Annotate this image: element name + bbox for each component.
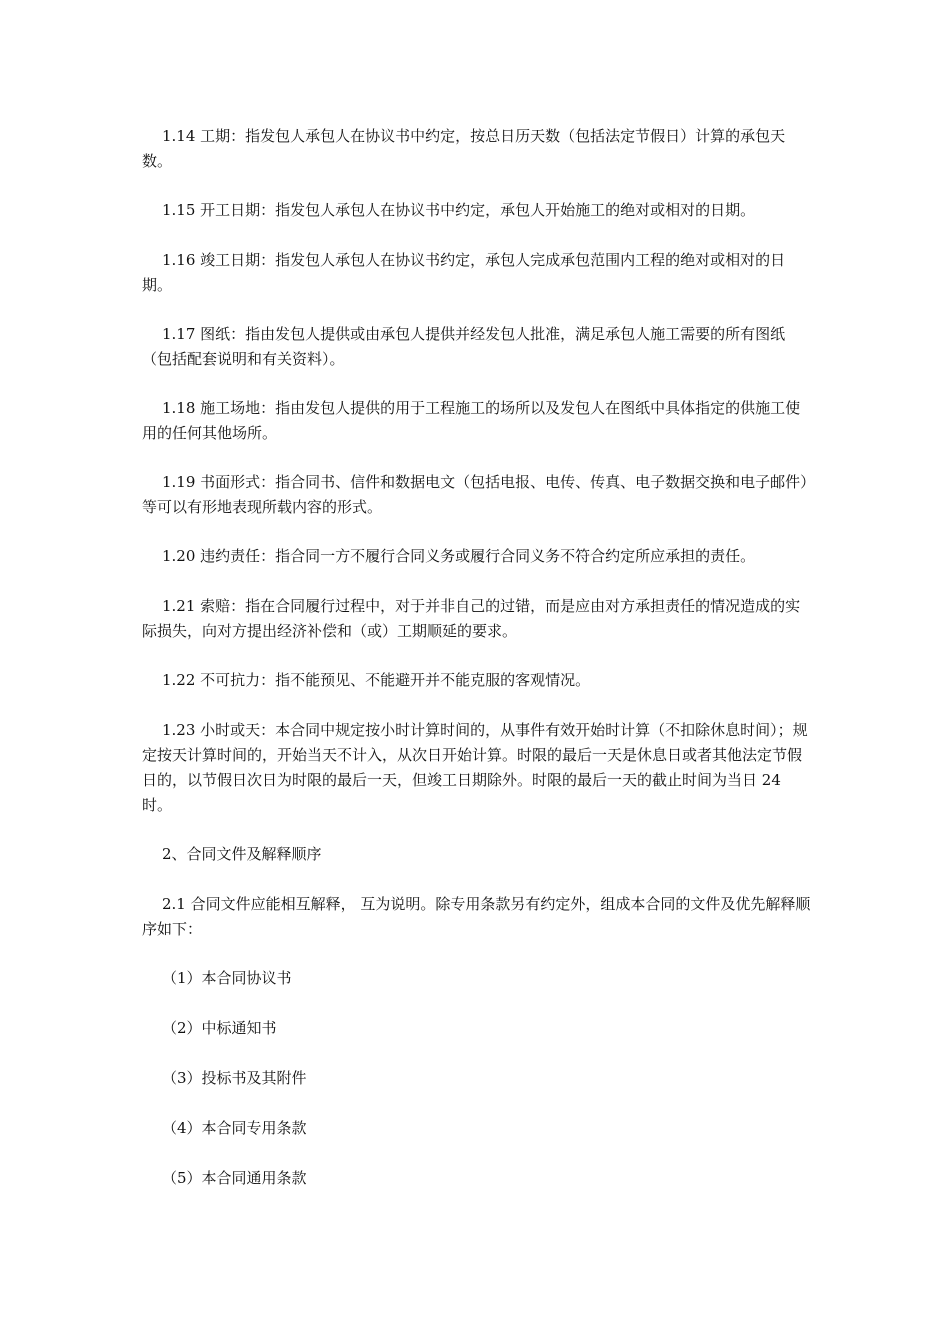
clause-1-14: 1.14 工期：指发包人承包人在协议书中约定，按总日历天数（包括法定节假日）计算的承包天数。 <box>142 127 786 170</box>
list-item-4: （4）本合同专用条款 <box>162 1119 307 1137</box>
list-item-1: （1）本合同协议书 <box>162 969 292 987</box>
document-body <box>142 124 812 1216</box>
clause-1-20: 1.20 违约责任：指合同一方不履行合同义务或履行合同义务不符合约定所应承担的责任。 <box>162 547 756 565</box>
section-2-heading: 2、合同文件及解释顺序 <box>162 845 322 863</box>
clause-1-15: 1.15 开工日期：指发包人承包人在协议书中约定，承包人开始施工的绝对或相对的日期。 <box>162 201 756 219</box>
clause-1-22: 1.22 不可抗力：指不能预见、不能避开并不能克服的客观情况。 <box>162 671 591 689</box>
clause-1-16: 1.16 竣工日期：指发包人承包人在协议书约定，承包人完成承包范围内工程的绝对或相对的日期。 <box>142 251 786 294</box>
clause-1-18: 1.18 施工场地：指由发包人提供的用于工程施工的场所以及发包人在图纸中具体指定的供施工使用的任何其他场所。 <box>142 399 801 442</box>
clause-2-1: 2.1 合同文件应能相互解释， 互为说明。除专用条款另有约定外，组成本合同的文件及优先解释顺序如下： <box>142 895 811 938</box>
clause-1-23: 1.23 小时或天：本合同中规定按小时计算时间的，从事件有效开始时计算（不扣除休息时间）；规定按天计算时间的，开始当天不计入，从次日开始计算。时限的最后一天是休息日或者其他法定节假日的，以节假日次日为时限的最后一天，但竣工日期除外。时限的最后一天的截止时间为当日 24 时。 <box>142 721 808 814</box>
list-item-3: （3）投标书及其附件 <box>162 1069 307 1087</box>
list-item-2: （2）中标通知书 <box>162 1019 277 1037</box>
list-item-5: （5）本合同通用条款 <box>162 1169 307 1187</box>
clause-1-19: 1.19 书面形式：指合同书、信件和数据电文（包括电报、电传、传真、电子数据交换和电子邮件）等可以有形地表现所载内容的形式。 <box>142 473 808 516</box>
clause-1-17: 1.17 图纸：指由发包人提供或由承包人提供并经发包人批准，满足承包人施工需要的所有图纸（包括配套说明和有关资料）。 <box>142 325 786 368</box>
clause-1-21: 1.21 索赔：指在合同履行过程中，对于并非自己的过错，而是应由对方承担责任的情况造成的实际损失，向对方提出经济补偿和（或）工期顺延的要求。 <box>142 597 801 640</box>
